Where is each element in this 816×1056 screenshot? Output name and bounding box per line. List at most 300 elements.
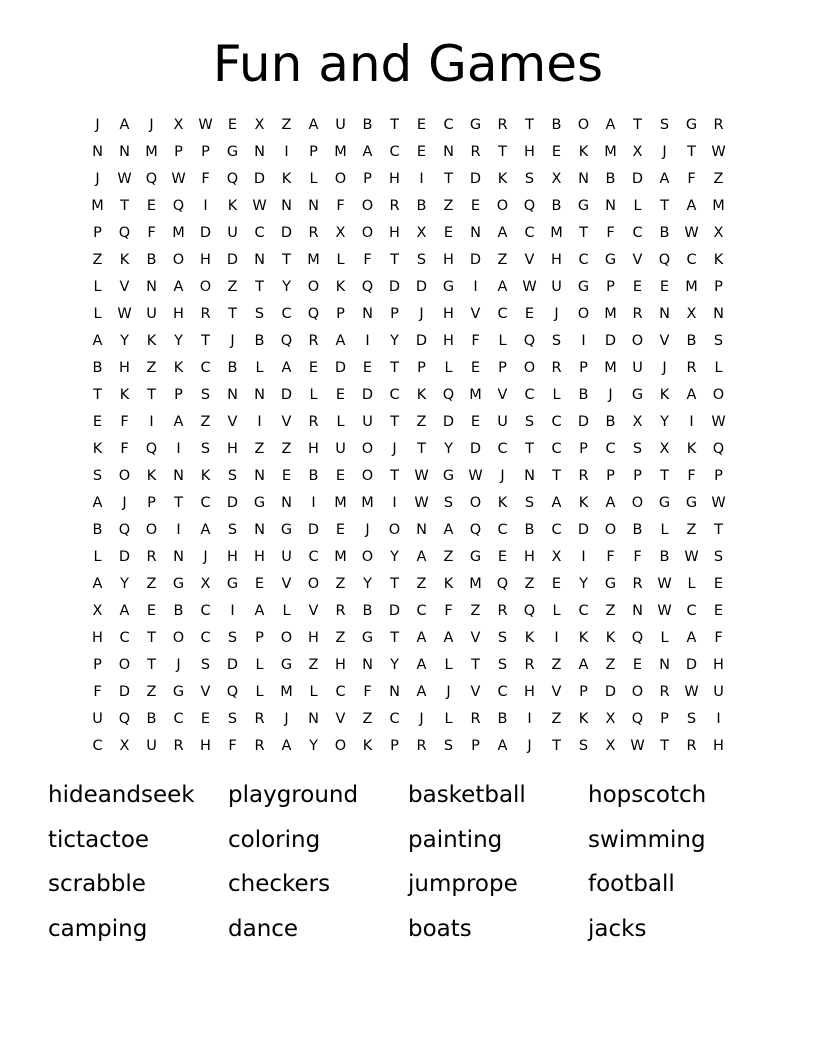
grid-letter: I (473, 278, 478, 295)
grid-letter: L (309, 683, 318, 700)
grid-letter: L (444, 359, 453, 376)
grid-letter: L (309, 386, 318, 403)
grid-row (84, 408, 732, 435)
grid-letter: G (658, 494, 671, 511)
grid-letter: R (146, 548, 157, 565)
grid-letter: A (605, 116, 616, 133)
grid-letter: O (280, 629, 293, 646)
grid-letter: H (254, 548, 265, 565)
grid-letter: N (605, 197, 616, 214)
grid-letter: I (311, 494, 316, 511)
grid-letter: S (497, 656, 508, 673)
grid-letter: N (470, 224, 481, 241)
grid-letter: P (633, 467, 642, 484)
grid-letter: E (335, 386, 346, 403)
word-bank-item: dance (228, 915, 299, 942)
word-bank-item: basketball (408, 782, 526, 808)
grid-letter: J (662, 359, 667, 376)
grid-row (84, 543, 732, 570)
grid-letter: E (443, 224, 454, 241)
grid-letter: S (92, 467, 103, 484)
grid-letter: Z (497, 251, 508, 268)
grid-letter: U (497, 413, 508, 430)
grid-letter: T (390, 413, 399, 430)
grid-letter: O (712, 386, 725, 403)
grid-letter: R (659, 683, 670, 700)
grid-letter: B (524, 521, 535, 538)
grid-letter: C (551, 413, 562, 430)
grid-letter: C (173, 710, 184, 727)
grid-letter: Y (660, 413, 669, 430)
grid-letter: S (200, 440, 211, 457)
grid-letter: N (578, 170, 589, 187)
grid-letter: K (578, 143, 589, 160)
grid-letter: O (631, 332, 644, 349)
word-bank-item: boats (408, 915, 472, 942)
grid-letter: J (95, 170, 100, 187)
grid-letter: Z (308, 656, 319, 673)
grid-letter: O (577, 116, 590, 133)
grid-letter: Q (523, 332, 536, 349)
grid-letter: Z (443, 548, 454, 565)
grid-letter: N (254, 467, 265, 484)
grid-letter: A (686, 386, 697, 403)
grid-letter: J (392, 440, 397, 457)
grid-letter: T (201, 332, 210, 349)
grid-letter: P (471, 737, 480, 754)
word-bank-item: hopscotch (588, 782, 707, 808)
grid-letter: P (714, 467, 723, 484)
grid-letter: P (579, 440, 588, 457)
grid-letter: Z (605, 656, 616, 673)
grid-letter: Q (118, 224, 131, 241)
grid-letter: D (577, 413, 590, 430)
grid-letter: R (578, 467, 589, 484)
grid-letter: A (308, 116, 319, 133)
grid-letter: A (416, 548, 427, 565)
grid-letter: L (633, 197, 642, 214)
grid-letter: W (522, 278, 537, 295)
grid-letter: N (713, 305, 724, 322)
grid-letter: S (497, 629, 508, 646)
grid-letter: B (578, 386, 589, 403)
grid-letter: S (524, 170, 535, 187)
grid-letter: T (579, 224, 588, 241)
grid-letter: V (470, 683, 481, 700)
grid-letter: H (713, 656, 724, 673)
grid-letter: J (500, 467, 505, 484)
grid-letter: M (334, 143, 347, 160)
grid-letter: V (470, 305, 481, 322)
grid-letter: R (632, 575, 643, 592)
word-bank-item: checkers (228, 871, 331, 897)
grid-letter: O (523, 359, 536, 376)
grid-letter: A (497, 224, 508, 241)
page-title: Fun and Games (212, 35, 604, 93)
grid-letter: T (633, 116, 642, 133)
grid-letter: K (119, 386, 130, 403)
grid-letter: V (497, 386, 508, 403)
grid-letter: O (361, 440, 374, 457)
grid-letter: P (336, 305, 345, 322)
grid-letter: C (389, 143, 400, 160)
grid-letter: K (146, 467, 157, 484)
grid-letter: F (336, 197, 345, 214)
grid-row (84, 219, 732, 246)
grid-letter: Q (145, 170, 158, 187)
grid-letter: E (92, 413, 103, 430)
grid-letter: X (632, 413, 643, 430)
grid-letter: T (660, 197, 669, 214)
grid-letter: Z (416, 575, 427, 592)
grid-letter: C (524, 224, 535, 241)
grid-letter: E (659, 278, 670, 295)
grid-letter: C (416, 602, 427, 619)
grid-letter: T (147, 656, 156, 673)
grid-letter: B (146, 710, 157, 727)
grid-letter: R (524, 656, 535, 673)
grid-letter: X (335, 224, 346, 241)
grid-letter: M (469, 575, 482, 592)
grid-letter: N (362, 656, 373, 673)
grid-letter: Q (442, 386, 455, 403)
grid-letter: O (118, 467, 131, 484)
grid-letter: R (497, 116, 508, 133)
grid-letter: A (578, 656, 589, 673)
grid-letter: Y (120, 575, 129, 592)
grid-letter: N (173, 467, 184, 484)
grid-letter: Z (713, 170, 724, 187)
grid-letter: B (362, 116, 373, 133)
grid-letter: N (308, 710, 319, 727)
grid-letter: K (578, 629, 589, 646)
grid-letter: O (496, 197, 509, 214)
grid-letter: E (713, 575, 724, 592)
grid-letter: I (284, 143, 289, 160)
grid-letter: E (254, 575, 265, 592)
grid-letter: C (200, 359, 211, 376)
grid-letter: H (92, 629, 103, 646)
grid-letter: A (443, 521, 454, 538)
grid-letter: L (255, 683, 264, 700)
grid-letter: J (365, 521, 370, 538)
grid-letter: P (660, 710, 669, 727)
grid-letter: I (257, 413, 262, 430)
grid-letter: U (227, 224, 238, 241)
grid-letter: W (630, 737, 645, 754)
grid-letter: R (335, 602, 346, 619)
grid-letter: W (198, 116, 213, 133)
grid-letter: D (361, 386, 374, 403)
grid-letter: N (227, 386, 238, 403)
grid-letter: F (606, 224, 615, 241)
grid-letter: V (335, 710, 346, 727)
grid-letter: V (470, 629, 481, 646)
grid-letter: Q (226, 683, 239, 700)
grid-letter: Q (172, 197, 185, 214)
grid-letter: D (685, 656, 698, 673)
grid-letter: R (632, 305, 643, 322)
grid-letter: W (414, 467, 429, 484)
grid-letter: D (118, 683, 131, 700)
grid-letter: D (604, 683, 617, 700)
grid-letter: L (93, 305, 102, 322)
grid-letter: W (684, 548, 699, 565)
grid-letter: A (659, 170, 670, 187)
grid-letter: B (227, 359, 238, 376)
word-bank-item: jumprope (408, 871, 518, 897)
grid-letter: V (632, 251, 643, 268)
grid-row (84, 246, 732, 273)
grid-letter: L (336, 413, 345, 430)
grid-letter: I (230, 602, 235, 619)
grid-letter: L (660, 629, 669, 646)
grid-letter: J (662, 143, 667, 160)
grid-letter: T (147, 629, 156, 646)
grid-row (84, 354, 732, 381)
grid-letter: J (95, 116, 100, 133)
grid-letter: B (308, 467, 319, 484)
grid-letter: C (119, 629, 130, 646)
grid-letter: Y (390, 548, 399, 565)
grid-letter: G (280, 656, 293, 673)
grid-letter: U (335, 440, 346, 457)
grid-letter: S (578, 737, 589, 754)
grid-letter: Q (280, 332, 293, 349)
grid-letter: L (444, 710, 453, 727)
grid-letter: Z (362, 710, 373, 727)
word-bank-item: hideandseek (48, 782, 195, 808)
grid-letter: M (604, 305, 617, 322)
grid-letter: A (551, 494, 562, 511)
grid-letter: X (659, 440, 670, 457)
grid-letter: P (255, 629, 264, 646)
grid-letter: X (416, 224, 427, 241)
grid-letter: B (416, 197, 427, 214)
grid-letter: P (93, 224, 102, 241)
grid-letter: Y (363, 575, 372, 592)
grid-letter: J (284, 710, 289, 727)
grid-letter: E (713, 602, 724, 619)
grid-letter: T (390, 359, 399, 376)
grid-letter: F (93, 683, 102, 700)
grid-row (84, 192, 732, 219)
grid-letter: D (334, 359, 347, 376)
grid-letter: R (497, 602, 508, 619)
grid-letter: G (361, 629, 374, 646)
grid-letter: H (524, 143, 535, 160)
grid-letter: N (254, 143, 265, 160)
grid-letter: Z (200, 413, 211, 430)
grid-letter: C (254, 224, 265, 241)
grid-letter: L (282, 602, 291, 619)
grid-letter: P (390, 305, 399, 322)
grid-letter: E (146, 197, 157, 214)
grid-letter: K (578, 494, 589, 511)
grid-letter: O (334, 170, 347, 187)
grid-letter: Q (469, 521, 482, 538)
grid-letter: D (604, 332, 617, 349)
grid-letter: H (227, 548, 238, 565)
grid-letter: G (469, 548, 482, 565)
grid-letter: R (389, 197, 400, 214)
grid-letter: X (713, 224, 724, 241)
grid-letter: N (92, 143, 103, 160)
grid-letter: Q (361, 278, 374, 295)
grid-letter: A (200, 521, 211, 538)
grid-letter: E (632, 278, 643, 295)
grid-letter: D (118, 548, 131, 565)
grid-letter: M (361, 494, 374, 511)
grid-letter: C (389, 386, 400, 403)
grid-letter: I (203, 197, 208, 214)
grid-letter: T (525, 440, 534, 457)
grid-letter: B (605, 170, 616, 187)
grid-letter: G (280, 521, 293, 538)
grid-letter: G (442, 278, 455, 295)
grid-letter: F (471, 332, 480, 349)
grid-letter: W (711, 143, 726, 160)
grid-letter: D (469, 440, 482, 457)
grid-letter: A (416, 683, 427, 700)
grid-letter: B (497, 710, 508, 727)
grid-letter: O (469, 494, 482, 511)
grid-letter: D (469, 251, 482, 268)
grid-letter: X (605, 710, 616, 727)
grid-letter: H (173, 305, 184, 322)
grid-letter: F (147, 224, 156, 241)
word-bank-item: playground (228, 782, 359, 808)
word-bank (48, 777, 768, 955)
grid-letter: S (713, 332, 724, 349)
grid-letter: G (604, 251, 617, 268)
grid-letter: S (227, 521, 238, 538)
word-bank-item: scrabble (48, 871, 146, 897)
grid-letter: Z (335, 629, 346, 646)
grid-letter: E (281, 467, 292, 484)
grid-letter: C (443, 116, 454, 133)
grid-letter: M (334, 494, 347, 511)
grid-letter: O (361, 467, 374, 484)
grid-letter: Z (551, 710, 562, 727)
grid-letter: O (361, 197, 374, 214)
grid-letter: S (443, 494, 454, 511)
grid-letter: Z (470, 602, 481, 619)
grid-letter: T (471, 656, 480, 673)
grid-letter: R (254, 737, 265, 754)
grid-letter: H (524, 683, 535, 700)
grid-letter: C (497, 521, 508, 538)
grid-letter: I (149, 413, 154, 430)
grid-letter: H (308, 440, 319, 457)
grid-letter: Y (390, 656, 399, 673)
grid-letter: W (468, 467, 483, 484)
word-bank-item: painting (408, 826, 503, 853)
grid-letter: O (334, 737, 347, 754)
grid-letter: A (119, 116, 130, 133)
grid-letter: V (524, 251, 535, 268)
grid-letter: X (551, 170, 562, 187)
grid-letter: R (713, 116, 724, 133)
grid-letter: O (307, 575, 320, 592)
grid-letter: Z (281, 116, 292, 133)
grid-letter: N (443, 143, 454, 160)
grid-letter: W (684, 224, 699, 241)
grid-letter: I (716, 710, 721, 727)
grid-letter: N (119, 143, 130, 160)
grid-letter: P (147, 494, 156, 511)
grid-letter: O (604, 521, 617, 538)
grid-letter: K (92, 440, 103, 457)
grid-letter: J (203, 548, 208, 565)
grid-letter: I (365, 332, 370, 349)
grid-row (84, 651, 732, 678)
grid-letter: O (145, 521, 158, 538)
grid-letter: Z (146, 359, 157, 376)
grid-letter: L (444, 656, 453, 673)
grid-letter: J (527, 737, 532, 754)
grid-letter: F (444, 602, 453, 619)
grid-letter: K (281, 170, 292, 187)
grid-letter: Q (496, 575, 509, 592)
grid-letter: Z (605, 602, 616, 619)
grid-letter: H (200, 737, 211, 754)
grid-letter: T (390, 575, 399, 592)
grid-letter: I (689, 413, 694, 430)
grid-letter: T (660, 467, 669, 484)
grid-letter: D (415, 332, 428, 349)
grid-letter: U (632, 359, 643, 376)
grid-letter: R (686, 737, 697, 754)
grid-letter: T (525, 116, 534, 133)
grid-letter: N (659, 656, 670, 673)
grid-letter: J (230, 332, 235, 349)
grid-letter: I (581, 548, 586, 565)
grid-letter: D (307, 521, 320, 538)
grid-row (84, 138, 732, 165)
grid-letter: D (226, 656, 239, 673)
grid-letter: W (252, 197, 267, 214)
grid-letter: O (172, 251, 185, 268)
grid-letter: V (281, 413, 292, 430)
grid-letter: A (443, 629, 454, 646)
grid-letter: R (470, 710, 481, 727)
grid-letter: O (631, 494, 644, 511)
grid-letter: Q (145, 440, 158, 457)
grid-letter: C (281, 305, 292, 322)
grid-letter: T (174, 494, 183, 511)
grid-letter: V (281, 575, 292, 592)
grid-letter: V (659, 332, 670, 349)
grid-row (84, 597, 732, 624)
grid-letter: J (419, 710, 424, 727)
grid-letter: K (416, 386, 427, 403)
grid-letter: U (551, 278, 562, 295)
grid-letter: R (308, 224, 319, 241)
grid-letter: L (255, 359, 264, 376)
grid-letter: H (443, 305, 454, 322)
grid-letter: G (469, 116, 482, 133)
grid-letter: H (713, 737, 724, 754)
grid-letter: F (228, 737, 237, 754)
grid-letter: Z (335, 575, 346, 592)
grid-row (84, 489, 732, 516)
grid-letter: F (120, 413, 129, 430)
grid-letter: C (200, 494, 211, 511)
grid-letter: G (577, 197, 590, 214)
grid-letter: S (227, 467, 238, 484)
grid-letter: F (120, 440, 129, 457)
